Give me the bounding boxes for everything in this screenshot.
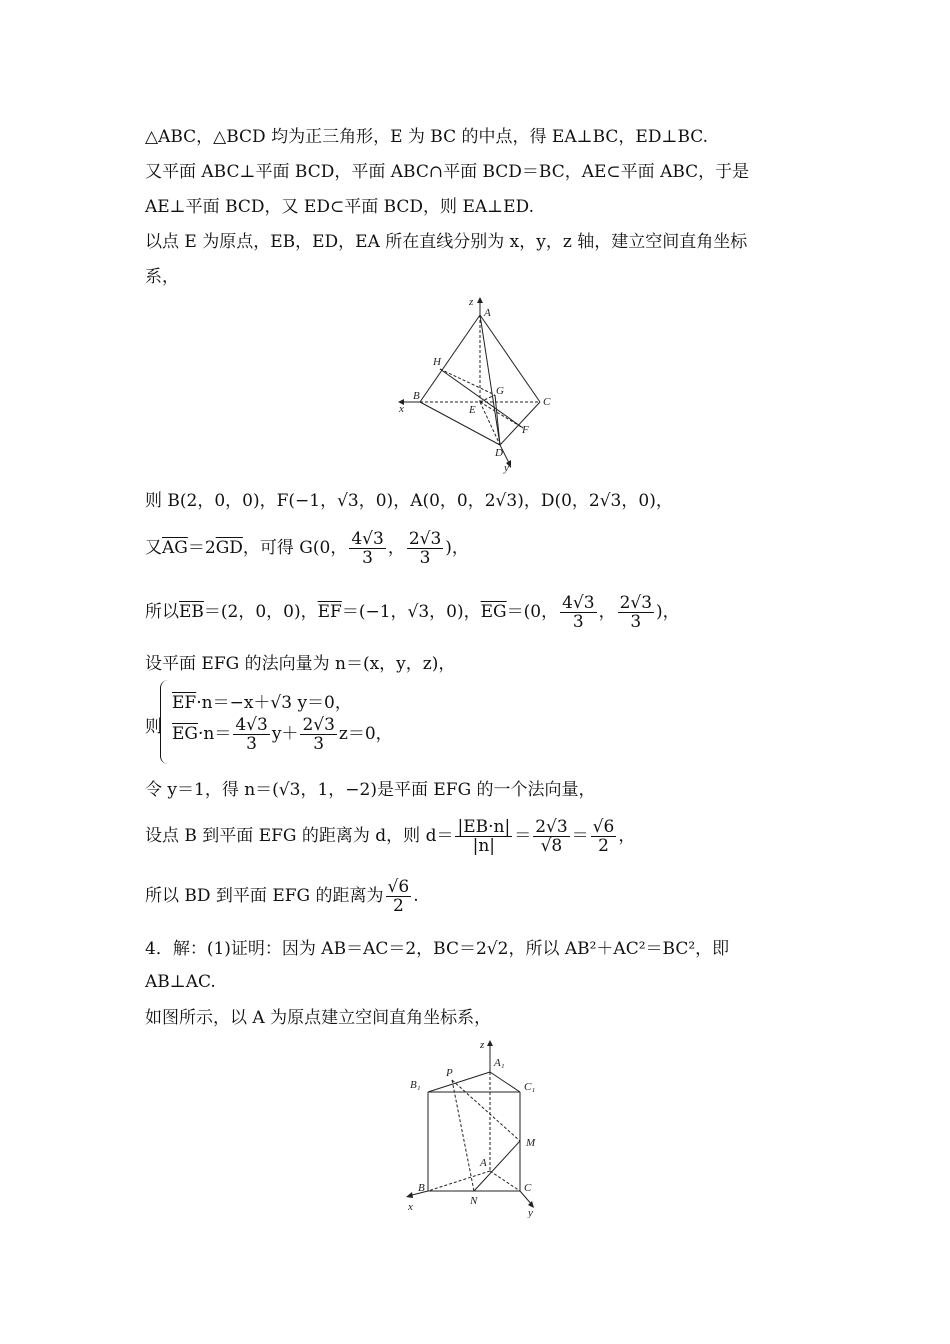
fig1-label-z: z xyxy=(469,296,474,308)
line-4: 以点 E 为原点，EB，ED，EA 所在直线分别为 x，y，z 轴，建立空间直角坐标 xyxy=(145,232,748,252)
line-14: AB⊥AC. xyxy=(145,972,216,992)
vector-EB: $\overline{EB}$ xyxy=(179,602,204,622)
fig2-label-P: P xyxy=(446,1067,453,1079)
vector-GD: $\overline{GD}$ xyxy=(215,538,243,558)
line-10: 令 y＝1，得 n＝(√3，1，−2)是平面 EFG 的一个法向量， xyxy=(145,780,596,800)
fig1-label-F: F xyxy=(522,424,529,436)
fraction: $\frac{√6}{2}$ xyxy=(592,817,615,856)
fraction: $\frac{4√3}{3}$ xyxy=(562,593,595,632)
fraction: $\frac{|EB\cdot n|}{|n|}$ xyxy=(457,817,511,856)
vector-EF: $\overline{EF}$ xyxy=(317,602,342,622)
fig2-label-z: z xyxy=(480,1039,485,1051)
fig1-label-G: G xyxy=(496,385,504,397)
line-1: △ABC，△BCD 均为正三角形，E 为 BC 的中点，得 EA⊥BC，ED⊥BC. xyxy=(145,127,709,147)
system-prefix: 则 xyxy=(145,717,162,737)
fig2-label-A: A xyxy=(480,1157,487,1169)
fraction: $\frac{2√3}{3}$ xyxy=(408,529,442,568)
fig2-label-x: x xyxy=(408,1201,413,1213)
line-12: 所以 BD 到平面 EFG 的距离为 $\frac{√6}{2}$ . xyxy=(145,877,419,916)
line-13: 4．解：(1)证明：因为 AB＝AC＝2，BC＝2√2，所以 AB²＋AC²＝BC²，即 xyxy=(145,939,730,959)
fig1-label-E: E xyxy=(469,404,476,416)
system-equation-1: $\overline{EF}\cdot n=-x+√3$ y＝0， xyxy=(172,693,352,713)
fraction: $\frac{4√3}{3}$ xyxy=(235,715,268,754)
fig2-label-B1: B₁ xyxy=(410,1079,421,1091)
fig2-label-A1: A₁ xyxy=(494,1057,505,1069)
line-11: 设点 B 到平面 EFG 的距离为 d，则 d＝ $\frac{|EB\cdot n|}{|n|}$ ＝ $\frac{2√3}{√8}$ ＝ $\frac{√6}{2}$ ， xyxy=(145,817,636,856)
fraction: $\frac{2√3}{3}$ xyxy=(302,715,335,754)
line-6: 则 B(2，0，0)，F(−1，√3，0)，A(0，0，2√3)，D(0，2√3，0)， xyxy=(145,491,673,511)
line-7: 又$\overline{AG}=2\overline{GD}$，可得 G(0， $\frac{4√3}{3}$ ， $\frac{2√3}{3}$ )， xyxy=(145,529,469,568)
fig2-label-C1: C₁ xyxy=(524,1081,536,1093)
fig1-label-y: y xyxy=(504,462,509,474)
vector-EG: $\overline{EG}$ xyxy=(480,602,507,622)
fig1-label-D: D xyxy=(495,447,503,459)
fig1-label-H: H xyxy=(433,356,441,368)
fig1-label-C: C xyxy=(543,396,551,408)
fig1-label-B: B xyxy=(413,390,420,402)
left-brace xyxy=(160,680,169,764)
line-9: 设平面 EFG 的法向量为 n＝(x，y，z)， xyxy=(145,654,456,674)
system-equation-2: $\overline{EG}\cdot n=$ $\frac{4√3}{3}$ y＋ $\frac{2√3}{3}$ z＝0， xyxy=(172,715,393,754)
fig2-label-N: N xyxy=(470,1195,478,1207)
line-15: 如图所示，以 A 为原点建立空间直角坐标系， xyxy=(145,1008,492,1028)
fig2-label-C: C xyxy=(524,1182,532,1194)
line-2: 又平面 ABC⊥平面 BCD，平面 ABC∩平面 BCD＝BC，AE⊂平面 ABC，于是 xyxy=(145,162,750,182)
line-8: 所以$\overline{EB}=(2$，0，0)，$\overline{EF}=(-1$，√3，0)，$\overline{EG}=(0$， $\frac{4√3}{3}$ ， $\frac{2√3}{3}$ )， xyxy=(145,593,680,632)
prism-figure xyxy=(400,1038,560,1218)
fig1-label-A: A xyxy=(484,307,491,319)
fig2-label-B: B xyxy=(418,1182,425,1194)
fig1-label-x: x xyxy=(399,403,404,415)
fig2-label-M: M xyxy=(526,1137,536,1149)
fraction: $\frac{2√3}{3}$ xyxy=(619,593,653,632)
fraction: $\frac{2√3}{√8}$ xyxy=(535,817,568,856)
line-5: 系， xyxy=(145,267,179,287)
tetrahedron-figure xyxy=(395,295,565,475)
fig2-label-y: y xyxy=(528,1207,533,1218)
vector-AG: $\overline{AG}$ xyxy=(162,538,188,558)
line-3: AE⊥平面 BCD，又 ED⊂平面 BCD，则 EA⊥ED. xyxy=(145,197,534,217)
fraction: $\frac{√6}{2}$ xyxy=(387,877,410,916)
fraction: $\frac{4√3}{3}$ xyxy=(351,529,384,568)
